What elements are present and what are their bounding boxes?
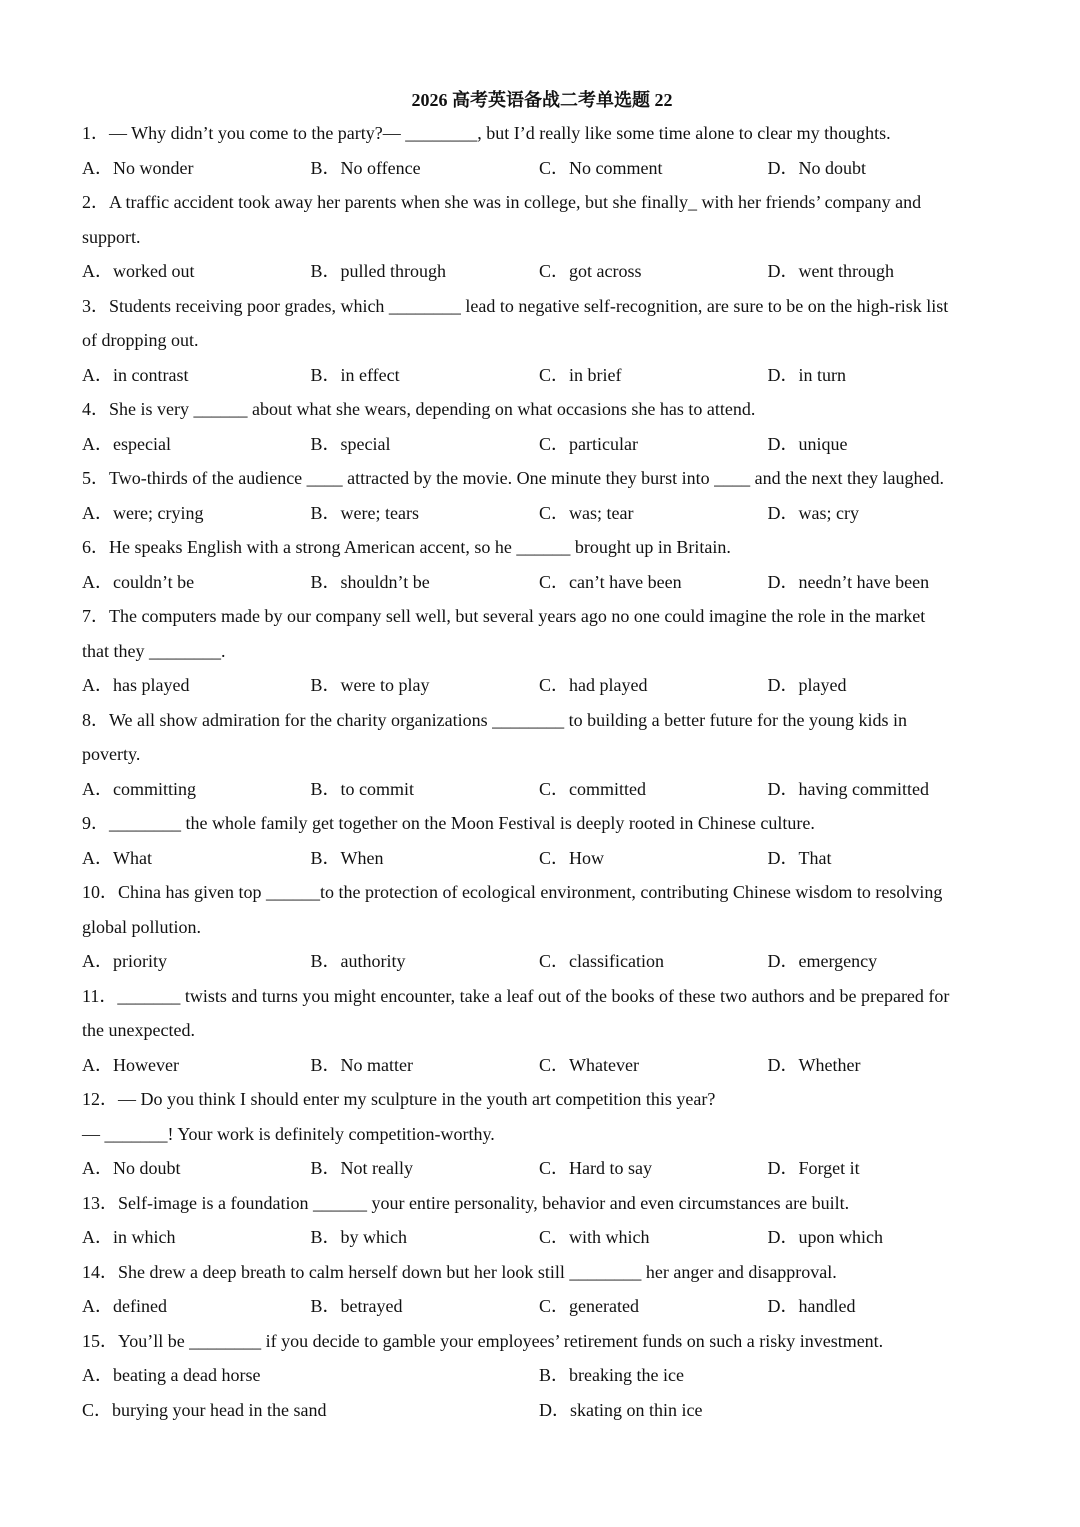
option-letter: A． — [82, 261, 113, 281]
option-letter: D． — [767, 847, 799, 868]
option-text: committing — [113, 778, 196, 799]
question-number: 3． — [82, 295, 109, 316]
question-stem-line — [82, 634, 1002, 669]
option-a — [82, 1151, 311, 1186]
option-a — [82, 1048, 311, 1083]
question-6 — [82, 530, 1002, 599]
option-c — [539, 496, 768, 531]
question-9 — [82, 806, 1002, 875]
option-c — [539, 668, 768, 703]
option-letter: B． — [310, 1158, 341, 1178]
question-stem-text: — Why didn’t you come to the party?— ________, but I’d really like some time alone to clear my thoughts. — [109, 123, 891, 143]
option-letter: B． — [310, 778, 341, 799]
question-stem-text: of dropping out. — [82, 330, 199, 350]
question-stem-line — [82, 806, 1002, 841]
option-letter: A． — [82, 847, 113, 868]
option-text: in effect — [340, 364, 400, 385]
option-letter: B． — [310, 571, 341, 592]
option-b — [311, 1151, 540, 1186]
option-b — [311, 841, 540, 876]
question-stem-text: She drew a deep breath to calm herself down but her look still ________ her anger and disapproval. — [118, 1261, 837, 1282]
option-b — [311, 427, 540, 462]
option-a — [82, 772, 311, 807]
option-b — [311, 496, 540, 531]
option-d — [768, 358, 997, 393]
option-text: upon which — [798, 1227, 883, 1247]
options-row — [82, 1220, 1002, 1255]
option-letter: C． — [539, 951, 570, 971]
question-stem-line — [82, 1117, 1002, 1152]
question-stem-line — [82, 703, 1002, 738]
option-text: has played — [113, 675, 190, 695]
option-text: However — [113, 1054, 179, 1075]
question-stem-line — [82, 910, 1002, 945]
option-text: betrayed — [340, 1296, 403, 1316]
option-text: pulled through — [340, 261, 447, 281]
question-11 — [82, 979, 1002, 1083]
options-row — [82, 1151, 1002, 1186]
question-number: 4． — [82, 399, 109, 419]
option-b — [311, 565, 540, 600]
option-d — [768, 668, 997, 703]
question-stem-line — [82, 599, 1002, 634]
option-letter: C． — [539, 157, 570, 178]
option-c — [539, 427, 768, 462]
question-stem-text: The computers made by our company sell well, but several years ago no one could imagine the role in the market — [109, 606, 926, 626]
option-d — [768, 944, 997, 979]
option-a — [82, 1358, 539, 1393]
option-d — [539, 1393, 996, 1428]
option-letter: D． — [767, 571, 799, 592]
option-letter: D． — [539, 1399, 570, 1420]
option-letter: D． — [767, 157, 799, 178]
question-stem-text: He speaks English with a strong American accent, so he ______ brought up in Britain. — [109, 537, 731, 557]
option-text: priority — [113, 951, 167, 971]
option-text: played — [798, 675, 847, 695]
option-text: What — [113, 847, 152, 868]
option-letter: D． — [767, 502, 799, 523]
question-stem-line — [82, 461, 1002, 496]
option-b — [311, 358, 540, 393]
option-letter: A． — [82, 1365, 113, 1385]
option-letter: D． — [767, 951, 799, 971]
question-number: 10． — [82, 882, 118, 902]
options-row — [82, 565, 1002, 600]
question-stem-text: Students receiving poor grades, which ________ lead to negative self-recognition, are sure to be on the high-risk list — [109, 295, 949, 316]
option-b — [311, 151, 540, 186]
options-row — [82, 772, 1002, 807]
option-text: were; crying — [113, 502, 204, 523]
question-3 — [82, 289, 1002, 393]
option-text: shouldn’t be — [340, 571, 430, 592]
option-letter: C． — [539, 502, 570, 523]
option-text: especial — [113, 433, 171, 454]
option-c — [539, 1048, 768, 1083]
option-letter: C． — [539, 675, 570, 695]
option-letter: A． — [82, 571, 113, 592]
option-text: beating a dead horse — [113, 1365, 261, 1385]
page-title: 2026 高考英语备战二考单选题 22 — [411, 90, 673, 110]
option-text: were; tears — [340, 502, 419, 523]
question-stem-text: global pollution. — [82, 916, 201, 937]
option-text: handled — [798, 1296, 856, 1316]
option-c — [82, 1393, 539, 1428]
question-stem-line — [82, 1255, 1002, 1290]
question-stem-text: poverty. — [82, 744, 141, 764]
option-text: classification — [569, 951, 664, 971]
option-letter: B． — [310, 502, 341, 523]
option-text: authority — [340, 951, 406, 971]
option-text: emergency — [798, 951, 878, 971]
question-stem-line — [82, 1013, 1002, 1048]
option-c — [539, 1220, 768, 1255]
option-c — [539, 1151, 768, 1186]
option-text: committed — [569, 778, 646, 799]
question-1 — [82, 116, 1002, 185]
question-number: 15． — [82, 1330, 118, 1351]
option-a — [82, 254, 311, 289]
option-text: skating on thin ice — [570, 1399, 703, 1420]
option-text: can’t have been — [569, 571, 682, 592]
options-row — [82, 427, 1002, 462]
question-list — [82, 116, 1002, 1427]
question-stem-text: ________ the whole family get together on the Moon Festival is deeply rooted in Chinese culture. — [109, 813, 815, 833]
option-letter: C． — [539, 778, 570, 799]
option-text: Not really — [340, 1158, 413, 1178]
question-stem-line — [82, 530, 1002, 565]
question-stem-line — [82, 392, 1002, 427]
question-number: 7． — [82, 606, 109, 626]
option-letter: A． — [82, 675, 113, 695]
question-stem-text: A traffic accident took away her parents when she was in college, but she finally_ with her friends’ company and — [109, 192, 922, 212]
question-stem-line — [82, 185, 1002, 220]
question-stem-text: — _______! Your work is definitely competition-worthy. — [82, 1123, 495, 1144]
question-stem-line — [82, 289, 1002, 324]
option-text: by which — [340, 1227, 408, 1247]
question-stem-text: — Do you think I should enter my sculpture in the youth art competition this year? — [118, 1089, 716, 1109]
option-a — [82, 668, 311, 703]
question-number: 14． — [82, 1261, 118, 1282]
option-text: No doubt — [113, 1158, 181, 1178]
option-letter: A． — [82, 1054, 113, 1075]
option-text: No doubt — [798, 157, 866, 178]
option-letter: B． — [310, 847, 341, 868]
option-text: particular — [569, 433, 638, 454]
question-number: 11． — [82, 985, 118, 1006]
question-stem-line — [82, 220, 1002, 255]
option-text: in brief — [569, 364, 622, 385]
option-letter: A． — [82, 778, 113, 799]
option-letter: B． — [310, 1054, 341, 1075]
worksheet-page — [82, 86, 1002, 1427]
option-d — [768, 772, 997, 807]
option-c — [539, 254, 768, 289]
question-stem-text: support. — [82, 226, 141, 247]
option-text: defined — [113, 1296, 167, 1316]
option-text: That — [798, 847, 832, 868]
option-letter: D． — [767, 1054, 799, 1075]
option-letter: B． — [310, 364, 341, 385]
option-letter: D． — [767, 1158, 799, 1178]
option-letter: C． — [539, 1054, 570, 1075]
option-d — [768, 496, 997, 531]
question-7 — [82, 599, 1002, 703]
question-stem-line — [82, 1324, 1002, 1359]
option-d — [768, 254, 997, 289]
option-a — [82, 841, 311, 876]
option-a — [82, 565, 311, 600]
option-text: Forget it — [798, 1158, 860, 1178]
question-number: 9． — [82, 813, 109, 833]
option-a — [82, 1220, 311, 1255]
option-text: No wonder — [113, 157, 194, 178]
option-text: couldn’t be — [113, 571, 195, 592]
option-a — [82, 151, 311, 186]
options-row — [82, 254, 1002, 289]
option-letter: B． — [310, 1227, 341, 1247]
option-letter: A． — [82, 1296, 113, 1316]
option-letter: A． — [82, 951, 113, 971]
option-letter: A． — [82, 502, 113, 523]
question-15 — [82, 1324, 1002, 1428]
option-text: in contrast — [113, 364, 189, 385]
question-stem-text: the unexpected. — [82, 1020, 195, 1040]
option-b — [311, 1289, 540, 1324]
option-letter: D． — [767, 1227, 799, 1247]
options-row — [82, 358, 1002, 393]
option-b — [311, 254, 540, 289]
question-stem-line — [82, 1082, 1002, 1117]
option-c — [539, 358, 768, 393]
option-letter: D． — [767, 261, 799, 281]
question-stem-line — [82, 323, 1002, 358]
question-stem-line — [82, 979, 1002, 1014]
option-text: No comment — [569, 157, 663, 178]
question-number: 13． — [82, 1192, 118, 1213]
options-row — [82, 496, 1002, 531]
option-letter: C． — [539, 1296, 570, 1316]
option-d — [768, 841, 997, 876]
options-row — [82, 668, 1002, 703]
option-letter: C． — [539, 571, 570, 592]
question-stem-text: We all show admiration for the charity organizations ________ to building a better future for the young kids in — [109, 709, 908, 730]
option-text: worked out — [113, 261, 195, 281]
option-letter: A． — [82, 364, 113, 385]
question-stem-line — [82, 875, 1002, 910]
option-text: went through — [798, 261, 894, 281]
option-text: got across — [569, 261, 642, 281]
option-text: had played — [569, 675, 648, 695]
option-letter: D． — [767, 778, 799, 799]
options-row — [82, 1048, 1002, 1083]
option-letter: D． — [767, 433, 799, 454]
option-text: No offence — [340, 157, 421, 178]
question-number: 6． — [82, 537, 109, 557]
question-stem-line — [82, 116, 1002, 151]
option-text: special — [340, 433, 391, 454]
option-a — [82, 1289, 311, 1324]
option-text: to commit — [340, 778, 415, 799]
option-letter: A． — [82, 1227, 113, 1247]
question-stem-text: Two-thirds of the audience ____ attracted by the movie. One minute they burst into ____ and the next they laughed. — [109, 468, 945, 488]
question-stem-text: China has given top ______to the protection of ecological environment, contributing Chinese wisdom to resolving — [118, 882, 943, 902]
options-row — [82, 944, 1002, 979]
option-b — [539, 1358, 996, 1393]
option-letter: B． — [310, 433, 341, 454]
option-letter: A． — [82, 433, 113, 454]
option-letter: C． — [539, 847, 570, 868]
option-d — [768, 1048, 997, 1083]
question-number: 5． — [82, 468, 109, 488]
question-stem-text: Self-image is a foundation ______ your entire personality, behavior and even circumstances are built. — [118, 1192, 850, 1213]
option-text: having committed — [798, 778, 929, 799]
question-number: 12． — [82, 1089, 118, 1109]
question-8 — [82, 703, 1002, 807]
option-text: breaking the ice — [569, 1365, 684, 1385]
question-2 — [82, 185, 1002, 289]
options-row — [82, 1358, 1002, 1393]
option-text: No matter — [340, 1054, 413, 1075]
option-text: was; tear — [569, 502, 634, 523]
option-text: unique — [798, 433, 848, 454]
option-text: in turn — [798, 364, 846, 385]
question-stem-line — [82, 1186, 1002, 1221]
option-text: Whether — [798, 1054, 861, 1075]
option-letter: B． — [539, 1365, 570, 1385]
question-stem-text: You’ll be ________ if you decide to gamble your employees’ retirement funds on such a risky investment. — [118, 1330, 884, 1351]
option-letter: B． — [310, 261, 341, 281]
question-number: 8． — [82, 709, 109, 730]
option-letter: B． — [310, 1296, 341, 1316]
options-row — [82, 1393, 1002, 1428]
options-row — [82, 1289, 1002, 1324]
option-text: When — [340, 847, 384, 868]
option-c — [539, 841, 768, 876]
question-number: 2． — [82, 192, 109, 212]
option-a — [82, 358, 311, 393]
option-text: Hard to say — [569, 1158, 652, 1178]
option-letter: D． — [767, 1296, 799, 1316]
options-row — [82, 841, 1002, 876]
question-stem-text: that they ________. — [82, 640, 226, 661]
option-d — [768, 151, 997, 186]
option-a — [82, 496, 311, 531]
option-letter: B． — [310, 675, 341, 695]
option-text: with which — [569, 1227, 650, 1247]
option-d — [768, 1289, 997, 1324]
option-letter: D． — [767, 675, 799, 695]
option-letter: B． — [310, 157, 341, 178]
question-stem-text: She is very ______ about what she wears, depending on what occasions she has to attend. — [109, 399, 756, 419]
option-a — [82, 427, 311, 462]
question-14 — [82, 1255, 1002, 1324]
option-text: needn’t have been — [798, 571, 930, 592]
option-d — [768, 427, 997, 462]
option-b — [311, 1220, 540, 1255]
question-stem-line — [82, 737, 1002, 772]
option-text: burying your head in the sand — [112, 1399, 327, 1420]
option-letter: C． — [539, 261, 570, 281]
option-b — [311, 772, 540, 807]
option-letter: C． — [539, 364, 570, 385]
question-12 — [82, 1082, 1002, 1186]
option-d — [768, 565, 997, 600]
option-text: was; cry — [798, 502, 859, 523]
options-row — [82, 151, 1002, 186]
question-5 — [82, 461, 1002, 530]
option-text: How — [569, 847, 605, 868]
question-10 — [82, 875, 1002, 979]
option-text: in which — [113, 1227, 176, 1247]
option-text: were to play — [340, 675, 430, 695]
option-letter: A． — [82, 1158, 113, 1178]
option-a — [82, 944, 311, 979]
option-letter: C． — [539, 1227, 570, 1247]
option-b — [311, 1048, 540, 1083]
question-4 — [82, 392, 1002, 461]
option-letter: A． — [82, 157, 113, 178]
option-letter: C． — [82, 1399, 113, 1420]
option-d — [768, 1151, 997, 1186]
option-c — [539, 565, 768, 600]
option-b — [311, 944, 540, 979]
question-13 — [82, 1186, 1002, 1255]
option-text: generated — [569, 1296, 639, 1316]
question-stem-text: _______ twists and turns you might encounter, take a leaf out of the books of these two authors and be prepared for — [117, 985, 950, 1006]
option-letter: C． — [539, 1158, 570, 1178]
option-letter: B． — [310, 951, 341, 971]
option-letter: C． — [539, 433, 570, 454]
option-c — [539, 772, 768, 807]
option-c — [539, 944, 768, 979]
option-c — [539, 1289, 768, 1324]
option-b — [311, 668, 540, 703]
question-number: 1． — [82, 123, 109, 143]
option-d — [768, 1220, 997, 1255]
option-c — [539, 151, 768, 186]
option-letter: D． — [767, 364, 799, 385]
option-text: Whatever — [569, 1054, 639, 1075]
